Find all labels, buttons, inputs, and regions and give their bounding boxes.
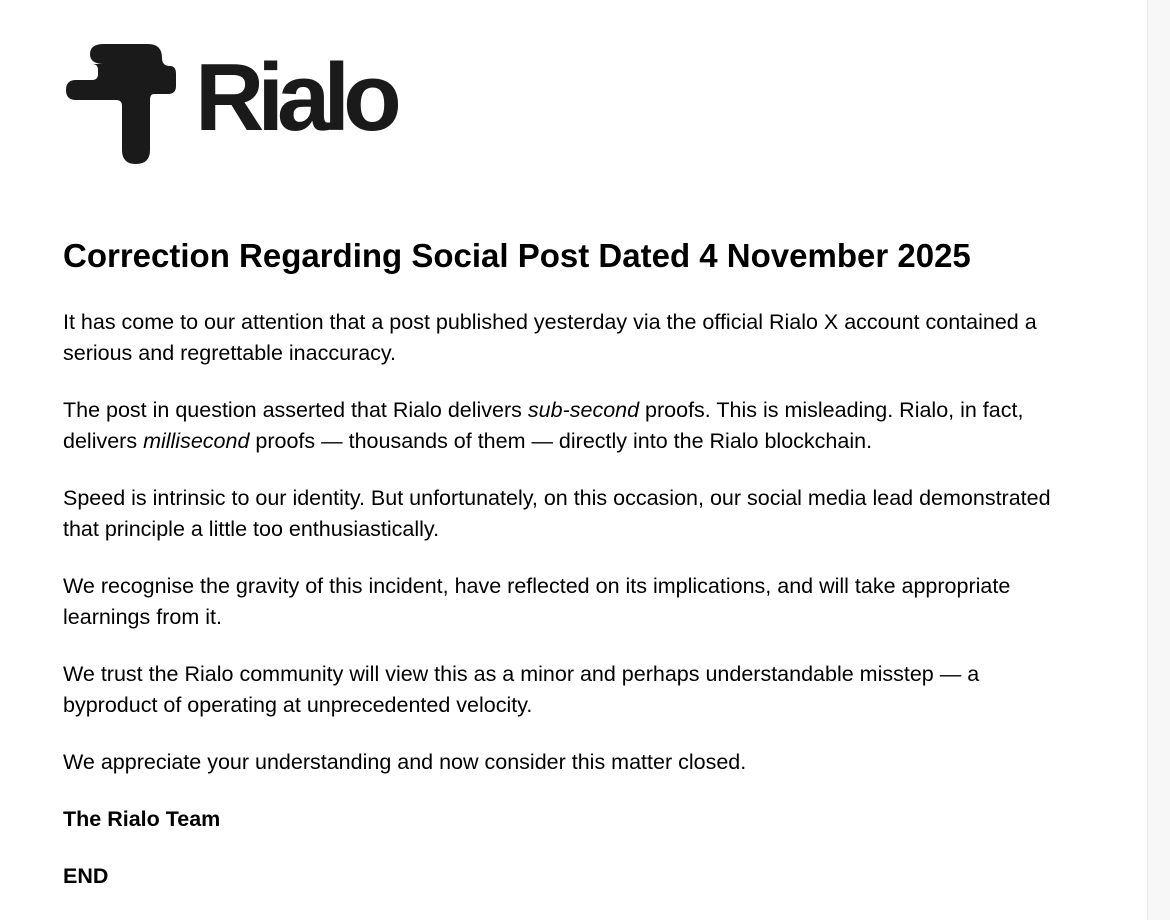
document-body [63, 307, 1073, 918]
paragraph-5: We trust the Rialo community will view this as a minor and perhaps understandable misstep — a byproduct of operating at unprecedented velocity. [63, 662, 980, 717]
page-title: Correction Regarding Social Post Dated 4 November 2025 [63, 237, 971, 274]
signature: The Rialo Team [63, 807, 221, 831]
paragraph-2-emphasis-1: sub-second [527, 398, 640, 422]
rialo-logo [66, 44, 396, 166]
paragraph-2 [63, 395, 1073, 457]
paragraph-2-part-2: proofs. This is misleading. Rialo, in fact, delivers [63, 398, 1024, 453]
paragraph-2-emphasis-2: millisecond [143, 429, 250, 453]
paragraph-4: We recognise the gravity of this incident, have reflected on its implications, and will take appropriate learnings from it. [63, 574, 1011, 629]
paragraph-2-part-1: The post in question asserted that Rialo delivers [63, 398, 528, 422]
paragraph-2-part-3: proofs — thousands of them — directly into the Rialo blockchain. [249, 429, 873, 453]
end-marker: END [63, 864, 109, 888]
window-edge [1147, 0, 1170, 920]
paragraph-6: We appreciate your understanding and now consider this matter closed. [63, 750, 747, 774]
rialo-wordmark: Rialo [195, 44, 395, 151]
paragraph-1: It has come to our attention that a post published yesterday via the official Rialo X account contained a serious and regrettable inaccuracy. [63, 310, 1037, 365]
rialo-mark-icon [66, 44, 176, 166]
paragraph-3: Speed is intrinsic to our identity. But unfortunately, on this occasion, our social media lead demonstrated that principle a little too enthusiastically. [63, 486, 1051, 541]
